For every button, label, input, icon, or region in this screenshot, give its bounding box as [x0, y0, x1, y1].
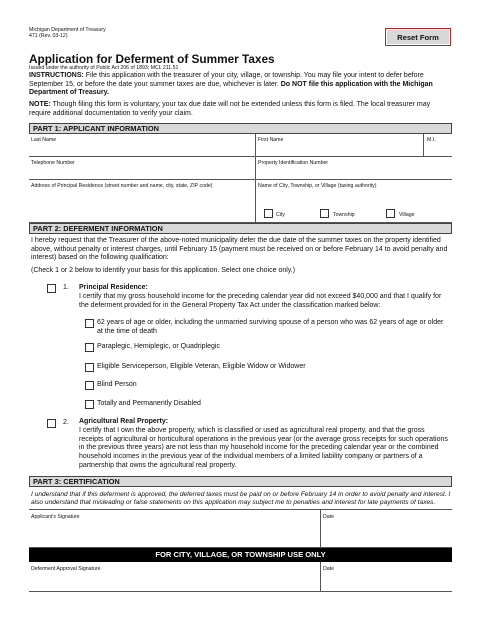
- applicant-date-field[interactable]: [321, 510, 452, 548]
- municipality-label: Name of City, Township, or Village (taxing authority): [258, 183, 377, 189]
- check-instruction: (Check 1 or 2 below to identify your basis for this application. Select one choice only.): [31, 267, 296, 274]
- applicant-date-label: Date: [323, 514, 334, 520]
- last-name-label: Last Name: [31, 137, 57, 143]
- city-label: City: [276, 212, 285, 218]
- reset-form-button[interactable]: Reset Form: [385, 28, 451, 46]
- form-revision: 471 (Rev. 03-12): [29, 33, 68, 39]
- approval-date-label: Date: [323, 566, 334, 572]
- part2-heading: PART 2: DEFERMENT INFORMATION: [29, 223, 452, 234]
- official-use-heading: FOR CITY, VILLAGE, OR TOWNSHIP USE ONLY: [29, 548, 452, 562]
- option1-text: I certify that my gross household income for the preceding calendar year did not exceed $40,000 and that I qualify for the deferment provided for in the General Property Tax Act under the classification marked below:: [79, 293, 442, 309]
- authority-note: Issued under the authority of Public Act 206 of 1893; MCL 211.51: [29, 65, 179, 71]
- serviceperson-checkbox[interactable]: [85, 363, 94, 372]
- option2-title: Agricultural Real Property:: [79, 418, 169, 425]
- instructions-text: File this application with the treasurer of your city, village, or township. You may file your intent to defer before September 15, or before the date your summer taxes are due, whichever is later.: [29, 72, 424, 88]
- municipality-field[interactable]: [256, 180, 452, 203]
- village-label: Village: [399, 212, 415, 218]
- age-62-label: 62 years of age or older, including the unmarried surviving spouse of a person who was 62 years of age or older at the time of death: [97, 319, 444, 335]
- township-checkbox[interactable]: [320, 209, 329, 218]
- township-label: Township: [333, 212, 355, 218]
- option2-number: 2.: [63, 419, 69, 426]
- property-id-field[interactable]: [256, 157, 452, 180]
- address-label: Address of Principal Residence (street number and name, city, state, ZIP code): [31, 183, 213, 189]
- last-name-field[interactable]: [29, 134, 255, 157]
- age-62-checkbox[interactable]: [85, 319, 94, 328]
- approval-signature-label: Deferment Approval Signature: [31, 566, 101, 572]
- blind-checkbox[interactable]: [85, 381, 94, 390]
- disabled-checkbox[interactable]: [85, 400, 94, 409]
- agency-name: Michigan Department of Treasury: [29, 27, 106, 33]
- mi-label: M.I.: [427, 137, 436, 143]
- property-id-label: Property Identification Number: [258, 160, 329, 166]
- first-name-field[interactable]: [256, 134, 423, 157]
- approval-signature-field[interactable]: [29, 562, 320, 592]
- instructions-warning: Do NOT file this application with the Michigan Department of Treasury.: [29, 80, 433, 97]
- first-name-label: First Name: [258, 137, 284, 143]
- serviceperson-label: Eligible Serviceperson, Eligible Veteran, Eligible Widow or Widower: [97, 363, 306, 370]
- note: [29, 101, 452, 118]
- applicant-signature-label: Applicant's Signature: [31, 514, 80, 520]
- paraplegic-label: Paraplegic, Hemiplegic, or Quadriplegic: [97, 343, 220, 350]
- page-title: Application for Deferment of Summer Taxes: [29, 52, 275, 66]
- principal-residence-checkbox[interactable]: [47, 284, 56, 293]
- certification-text: I understand that if this deferment is approved, the deferred taxes must be paid on or before February 14 in order to avoid penalty and interest. I also understand that misleading or false statements on this application may subject me to penalties and interest for late payments of taxes.: [31, 491, 451, 506]
- option2-text: I certify that I own the above property, which is classified or used as agricultural real property, and that the gross receipts of agricultural or horticultural operations in the previous year (or the average gross receipts for such operations in the previous three years) are not less than my household income for the preceding calendar year or the combined household incomes in the previous year of the individual members of a limited liability company or partners of a partnership that owns the agricultural real property.: [79, 427, 448, 469]
- telephone-field[interactable]: [29, 157, 255, 180]
- disabled-label: Totally and Permanently Disabled: [97, 400, 201, 407]
- telephone-label: Telephone Number: [31, 160, 75, 166]
- instructions-label: INSTRUCTIONS:: [29, 72, 84, 79]
- approval-date-field[interactable]: [321, 562, 452, 592]
- middle-initial-field[interactable]: [424, 134, 452, 157]
- paraplegic-checkbox[interactable]: [85, 343, 94, 352]
- instructions: [29, 72, 452, 98]
- part3-heading: PART 3: CERTIFICATION: [29, 476, 452, 487]
- option1-number: 1.: [63, 284, 69, 291]
- part1-heading: PART 1: APPLICANT INFORMATION: [29, 123, 452, 134]
- agricultural-property-checkbox[interactable]: [47, 419, 56, 428]
- blind-label: Blind Person: [97, 381, 137, 388]
- city-checkbox[interactable]: [264, 209, 273, 218]
- note-text: Though filing this form is voluntary, your tax due date will not be extended unless this form is filed. The local treasurer may require additional documentation to verify your claim.: [29, 101, 431, 117]
- address-field[interactable]: [29, 180, 255, 223]
- part2-intro: I hereby request that the Treasurer of the above-noted municipality defer the due date of the summer taxes on the property identified above, without penalty or interest charges, until February 15 (payment must be received on or before February 14 to avoid penalty and interest) based on the following qualification:: [31, 237, 448, 262]
- applicant-signature-field[interactable]: [29, 510, 320, 548]
- option1-title: Principal Residence:: [79, 284, 148, 291]
- note-label: NOTE:: [29, 101, 51, 108]
- village-checkbox[interactable]: [386, 209, 395, 218]
